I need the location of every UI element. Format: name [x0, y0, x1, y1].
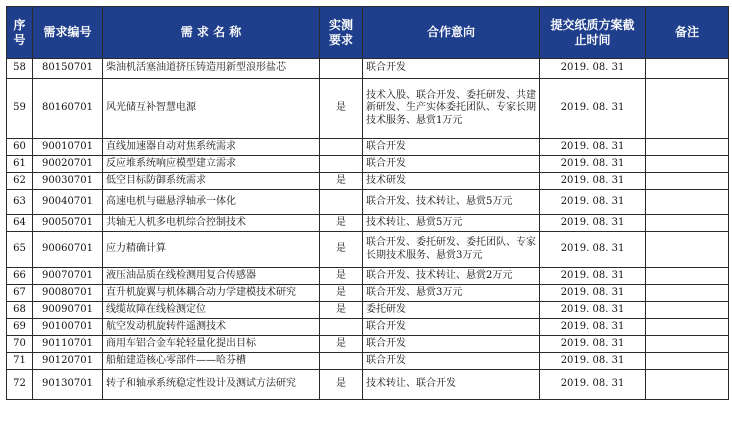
cell-coop: 技术转让、联合开发: [363, 370, 540, 400]
cell-code: 80150701: [33, 59, 103, 79]
cell-code: 90130701: [33, 370, 103, 400]
cell-test: 是: [320, 173, 363, 190]
table-row: [7, 353, 729, 370]
cell-test: [320, 59, 363, 79]
cell-code: 90050701: [33, 215, 103, 232]
header-note: 备注: [646, 7, 729, 59]
cell-note: [646, 215, 729, 232]
cell-deadline: 2019. 08. 31: [540, 319, 646, 336]
cell-code: 90020701: [33, 156, 103, 173]
cell-code: 90080701: [33, 285, 103, 302]
cell-name: 柴油机活塞油道挤压铸造用新型浪形盐芯: [103, 59, 320, 79]
header-name: 需 求 名 称: [103, 7, 320, 59]
cell-deadline: 2019. 08. 31: [540, 353, 646, 370]
cell-code: 90060701: [33, 232, 103, 268]
table-row: [7, 319, 729, 336]
cell-coop: 联合开发、委托研发、委托团队、专家长期技术服务、悬赏3万元: [363, 232, 540, 268]
cell-note: [646, 302, 729, 319]
cell-code: 90030701: [33, 173, 103, 190]
cell-coop: 联合开发、悬赏3万元: [363, 285, 540, 302]
cell-test: 是: [320, 79, 363, 139]
cell-no: 72: [7, 370, 33, 400]
cell-deadline: 2019. 08. 31: [540, 302, 646, 319]
cell-deadline: 2019. 08. 31: [540, 59, 646, 79]
table-row: [7, 79, 729, 139]
header-coop: 合作意向: [363, 7, 540, 59]
cell-test: 是: [320, 302, 363, 319]
cell-name: 商用车铝合金车轮轻量化提出目标: [103, 336, 320, 353]
cell-test: 是: [320, 232, 363, 268]
cell-note: [646, 353, 729, 370]
cell-name: 低空目标防御系统需求: [103, 173, 320, 190]
cell-coop: 联合开发: [363, 156, 540, 173]
requirements-table: [6, 6, 729, 400]
cell-note: [646, 285, 729, 302]
header-code: 需求编号: [33, 7, 103, 59]
cell-test: [320, 353, 363, 370]
table-row: [7, 370, 729, 400]
cell-name: 共轴无人机多电机综合控制技术: [103, 215, 320, 232]
cell-coop: 联合开发、技术转让、悬赏5万元: [363, 190, 540, 215]
cell-test: 是: [320, 285, 363, 302]
cell-note: [646, 336, 729, 353]
cell-coop: 委托研发: [363, 302, 540, 319]
table-row: [7, 336, 729, 353]
cell-test: [320, 156, 363, 173]
cell-coop: 联合开发: [363, 319, 540, 336]
table-row: [7, 59, 729, 79]
cell-note: [646, 59, 729, 79]
cell-no: 63: [7, 190, 33, 215]
cell-deadline: 2019. 08. 31: [540, 79, 646, 139]
cell-no: 70: [7, 336, 33, 353]
cell-code: 90040701: [33, 190, 103, 215]
table-row: [7, 285, 729, 302]
cell-test: 是: [320, 336, 363, 353]
cell-note: [646, 173, 729, 190]
cell-code: 90070701: [33, 268, 103, 285]
cell-deadline: 2019. 08. 31: [540, 173, 646, 190]
cell-no: 65: [7, 232, 33, 268]
cell-name: 应力精确计算: [103, 232, 320, 268]
header-deadline: 提交纸质方案截止时间: [540, 7, 646, 59]
cell-no: 71: [7, 353, 33, 370]
cell-test: 是: [320, 215, 363, 232]
table-row: [7, 173, 729, 190]
cell-no: 60: [7, 139, 33, 156]
table-row: [7, 190, 729, 215]
cell-deadline: 2019. 08. 31: [540, 156, 646, 173]
cell-name: 直线加速器自动对焦系统需求: [103, 139, 320, 156]
cell-no: 67: [7, 285, 33, 302]
cell-no: 66: [7, 268, 33, 285]
cell-code: 90090701: [33, 302, 103, 319]
cell-coop: 联合开发: [363, 139, 540, 156]
cell-note: [646, 139, 729, 156]
cell-name: 风光储互补智慧电源: [103, 79, 320, 139]
cell-deadline: 2019. 08. 31: [540, 268, 646, 285]
cell-deadline: 2019. 08. 31: [540, 370, 646, 400]
cell-code: 90100701: [33, 319, 103, 336]
cell-test: 是: [320, 268, 363, 285]
cell-coop: 联合开发: [363, 353, 540, 370]
cell-deadline: 2019. 08. 31: [540, 139, 646, 156]
cell-name: 高速电机与磁悬浮轴承一体化: [103, 190, 320, 215]
cell-coop: 联合开发: [363, 59, 540, 79]
cell-code: 90110701: [33, 336, 103, 353]
cell-code: 90010701: [33, 139, 103, 156]
table-row: [7, 156, 729, 173]
cell-no: 59: [7, 79, 33, 139]
cell-note: [646, 268, 729, 285]
cell-no: 68: [7, 302, 33, 319]
cell-coop: 技术转让、悬赏5万元: [363, 215, 540, 232]
cell-deadline: 2019. 08. 31: [540, 232, 646, 268]
table-row: [7, 268, 729, 285]
cell-coop: 技术研发: [363, 173, 540, 190]
cell-test: [320, 190, 363, 215]
cell-note: [646, 156, 729, 173]
cell-note: [646, 79, 729, 139]
cell-deadline: 2019. 08. 31: [540, 190, 646, 215]
cell-code: 80160701: [33, 79, 103, 139]
header-test: 实测要求: [320, 7, 363, 59]
cell-name: 船舶建造核心零部件——哈芬槽: [103, 353, 320, 370]
cell-note: [646, 319, 729, 336]
cell-deadline: 2019. 08. 31: [540, 285, 646, 302]
cell-code: 90120701: [33, 353, 103, 370]
cell-name: 反应堆系统响应模型建立需求: [103, 156, 320, 173]
table-header-row: [7, 7, 729, 59]
table-row: [7, 232, 729, 268]
cell-no: 58: [7, 59, 33, 79]
cell-no: 62: [7, 173, 33, 190]
cell-test: [320, 319, 363, 336]
cell-note: [646, 232, 729, 268]
table-row: [7, 215, 729, 232]
cell-coop: 联合开发: [363, 336, 540, 353]
header-no: 序号: [7, 7, 33, 59]
cell-note: [646, 190, 729, 215]
cell-test: [320, 139, 363, 156]
cell-name: 转子和轴承系统稳定性设计及测试方法研究: [103, 370, 320, 400]
cell-name: 液压油品质在线检测用复合传感器: [103, 268, 320, 285]
cell-name: 直升机旋翼与机体耦合动力学建模技术研究: [103, 285, 320, 302]
cell-deadline: 2019. 08. 31: [540, 336, 646, 353]
cell-test: 是: [320, 370, 363, 400]
cell-coop: 技术入股、联合开发、委托研发、共建新研发、生产实体委托团队、专家长期技术服务、悬赏1万元: [363, 79, 540, 139]
cell-note: [646, 370, 729, 400]
cell-no: 64: [7, 215, 33, 232]
table-row: [7, 302, 729, 319]
table-body: [7, 59, 729, 400]
cell-deadline: 2019. 08. 31: [540, 215, 646, 232]
cell-no: 61: [7, 156, 33, 173]
cell-no: 69: [7, 319, 33, 336]
cell-name: 线缆故障在线检测定位: [103, 302, 320, 319]
cell-name: 航空发动机旋转件遥测技术: [103, 319, 320, 336]
table-row: [7, 139, 729, 156]
cell-coop: 联合开发、技术转让、悬赏2万元: [363, 268, 540, 285]
